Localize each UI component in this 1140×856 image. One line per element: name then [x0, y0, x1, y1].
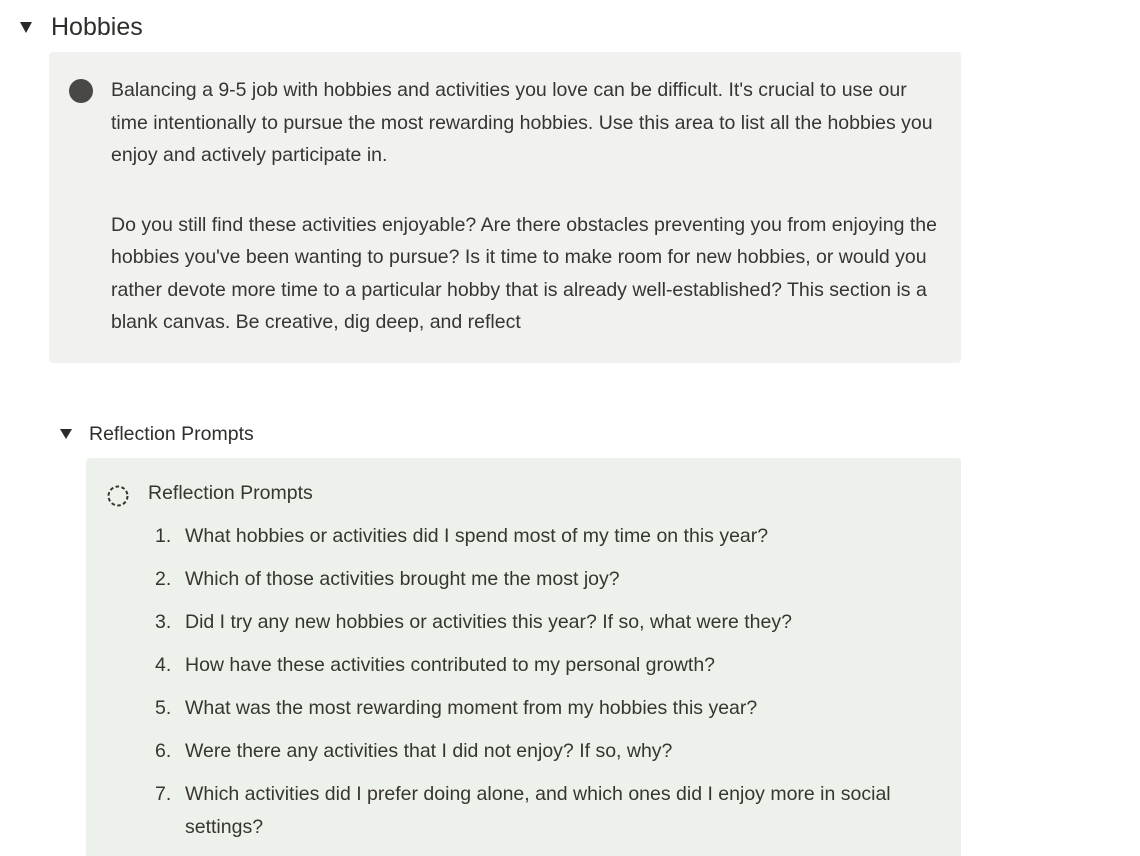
- reflection-callout-title: Reflection Prompts: [148, 482, 313, 504]
- list-number: 7.: [155, 783, 172, 805]
- list-text: Were there any activities that I did not enjoy? If so, why?: [185, 740, 673, 762]
- caret-down-icon[interactable]: [20, 22, 32, 33]
- list-item: [148, 520, 928, 553]
- filled-circle-icon[interactable]: [69, 79, 93, 103]
- list-item: [148, 692, 928, 725]
- list-text: Did I try any new hobbies or activities this year? If so, what were they?: [185, 611, 792, 633]
- reflection-prompts-heading: Reflection Prompts: [89, 422, 254, 445]
- list-item: [148, 606, 928, 639]
- list-number: 5.: [155, 697, 172, 719]
- list-item: [148, 778, 928, 843]
- list-text: What was the most rewarding moment from my hobbies this year?: [185, 697, 758, 719]
- list-number: 3.: [155, 611, 172, 633]
- list-number: 1.: [155, 525, 172, 547]
- hobbies-callout: [49, 52, 961, 363]
- list-number: 2.: [155, 568, 172, 590]
- callout-paragraph-1: Balancing a 9-5 job with hobbies and activities you love can be difficult. It's crucial to use our time intentionally to pursue the most rewarding hobbies. Use this area to list all the hobbies you enjoy and actively participate in.: [111, 79, 933, 166]
- callout-text: [111, 74, 941, 339]
- list-text: Which of those activities brought me the most joy?: [185, 568, 620, 590]
- dashed-circle-icon[interactable]: [106, 484, 130, 508]
- list-item: [148, 649, 928, 682]
- list-text: How have these activities contributed to my personal growth?: [185, 654, 716, 676]
- list-item: [148, 735, 928, 768]
- caret-down-icon[interactable]: [60, 429, 72, 439]
- reflection-prompts-toggle[interactable]: [60, 421, 254, 447]
- hobbies-toggle[interactable]: [20, 10, 143, 44]
- callout-paragraph-2: Do you still find these activities enjoyable? Are there obstacles preventing you from enjoying the hobbies you've been wanting to pursue? Is it time to make room for new hobbies, or would you rather devote more time to a particular hobby that is already well-established? This section is a blank canvas. Be creative, dig deep, and reflect: [111, 213, 937, 333]
- list-number: 4.: [155, 654, 172, 676]
- list-item: [148, 563, 928, 596]
- list-text: Which activities did I prefer doing alone, and which ones did I enjoy more in social settings?: [185, 783, 891, 838]
- hobbies-heading: Hobbies: [51, 12, 143, 41]
- list-text: What hobbies or activities did I spend most of my time on this year?: [185, 525, 769, 547]
- reflection-callout: [86, 458, 961, 856]
- reflection-prompt-list: [148, 520, 928, 854]
- list-number: 6.: [155, 740, 172, 762]
